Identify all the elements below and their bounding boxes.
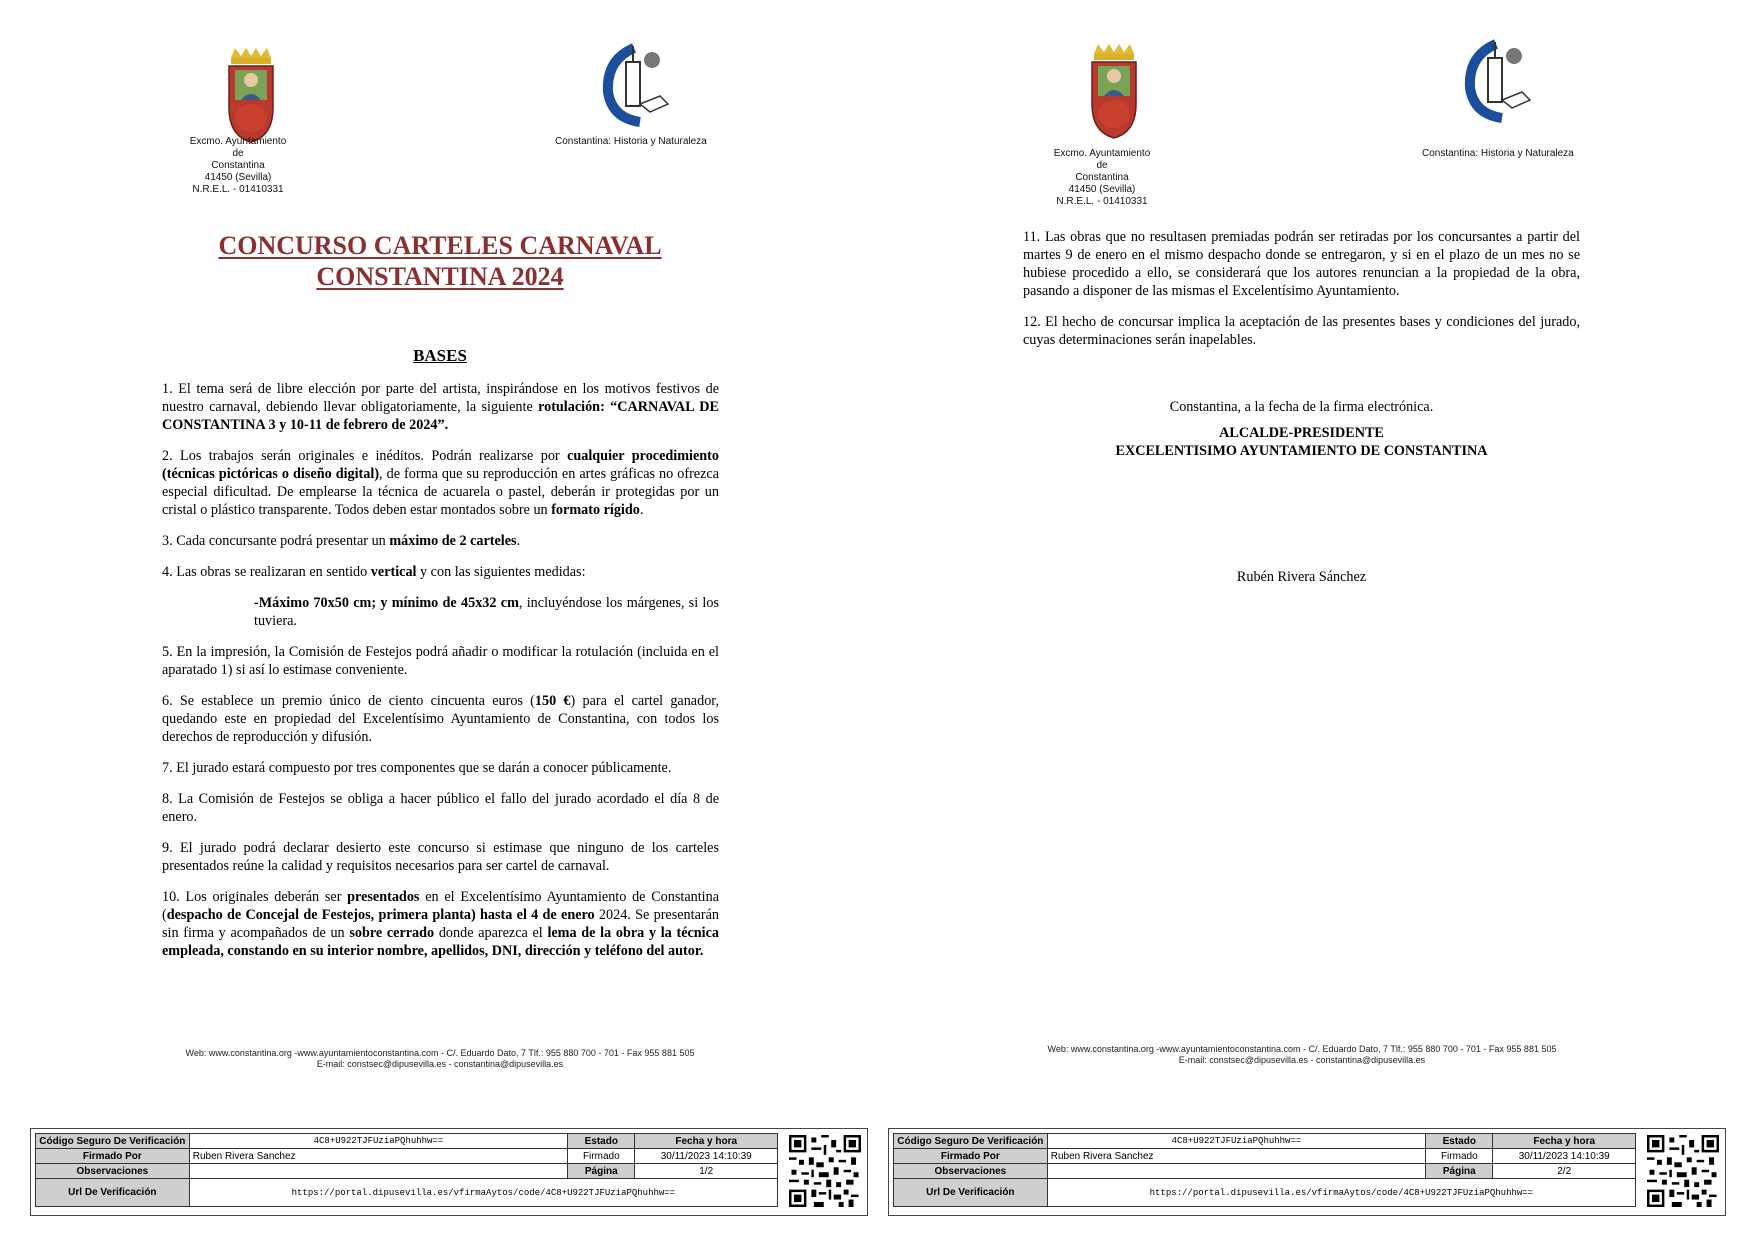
- institution-address: Excmo. Ayuntamiento de Constantina 41450 (Sevilla) N.R.E.L. - 01410331: [189, 136, 287, 195]
- signer-role-line-2: EXCELENTISIMO AYUNTAMIENTO DE CONSTANTINA: [1115, 443, 1488, 459]
- title-line-2: CONSTANTINA 2024: [316, 262, 564, 291]
- base-2: 2. Los trabajos serán originales e inéditos. Podrán realizarse por cualquier procedimiento (técnicas pictóricas o diseño digital), de forma que su reproducción en artes gráficas no ofrezca especial dificultad. De emplearse la técnica de acuarela o pastel, deberán ir protegidas por un cristal o plástico transparente. Todos deben estar montados sobre un formato rígido.: [162, 448, 719, 518]
- estado-label: Estado: [1426, 1134, 1493, 1149]
- qr-code-icon: [789, 1135, 861, 1207]
- qr-code-icon: [1647, 1135, 1719, 1207]
- institution-motto: Constantina: Historia y Naturaleza: [555, 136, 707, 147]
- signature-table: [35, 1133, 778, 1207]
- fecha-value: 30/11/2023 14:10:39: [635, 1149, 778, 1164]
- pagina-label: Página: [1426, 1164, 1493, 1179]
- firmado-por-value: Ruben Rivera Sanchez: [1047, 1149, 1425, 1164]
- pagina-value: 2/2: [1493, 1164, 1636, 1179]
- base-5: 5. En la impresión, la Comisión de Festejos podrá añadir o modificar la rotulación (incluida en el aparatado 1) si así lo estimase conveniente.: [162, 644, 719, 678]
- base-10: 10. Los originales deberán ser presentados en el Excelentísimo Ayuntamiento de Constantina (despacho de Concejal de Festejos, primera planta) hasta el 4 de enero 2024. Se presentarán sin firma y acompañados de un sobre cerrado donde aparezca el lema de la obra y la técnica empleada, constando en su interior nombre, apellidos, DNI, dirección y teléfono del autor.: [162, 889, 720, 959]
- town-crest-icon: [1084, 44, 1144, 140]
- closing-place-date: Constantina, a la fecha de la firma electrónica.: [1169, 399, 1434, 415]
- document-page-2: [877, 0, 1754, 1240]
- institution-motto: Constantina: Historia y Naturaleza: [1422, 148, 1574, 159]
- document-title: [160, 230, 720, 292]
- town-crest-icon: [221, 48, 281, 144]
- base-4-measures: -Máximo 70x50 cm; y mínimo de 45x32 cm, incluyéndose los márgenes, si los tuviera.: [254, 595, 719, 629]
- page-footer: [160, 1048, 720, 1070]
- institution-address: Excmo. Ayuntamiento de Constantina 41450 (Sevilla) N.R.E.L. - 01410331: [1053, 148, 1151, 207]
- signature-verification-box: [30, 1128, 868, 1216]
- historia-naturaleza-logo-icon: [1462, 38, 1534, 126]
- title-line-1: CONCURSO CARTELES CARNAVAL: [218, 231, 662, 260]
- base-9: 9. El jurado podrá declarar desierto este concurso si estimase que ninguno de los carteles presentados reúne la calidad y requisitos necesarios para ser cartel de carnaval.: [162, 840, 719, 874]
- firmado-por-label: Firmado Por: [36, 1149, 190, 1164]
- footer-email: E-mail: constsec@dipusevilla.es - constantina@dipusevilla.es: [316, 1059, 564, 1069]
- estado-value: Firmado: [1426, 1149, 1493, 1164]
- signature-table: [893, 1133, 1636, 1207]
- signer-name: Rubén Rivera Sánchez: [1236, 569, 1367, 585]
- csv-value: 4C8+U922TJFUziaPQhuhhw==: [189, 1134, 567, 1149]
- footer-contact: Web: www.constantina.org -www.ayuntamientoconstantina.com - C/. Eduardo Dato, 7 Tlf.: 955 880 700 - 701 - Fax 955 881 505: [185, 1048, 695, 1058]
- observaciones-value: [1047, 1164, 1425, 1179]
- observaciones-label: Observaciones: [894, 1164, 1048, 1179]
- pagina-value: 1/2: [635, 1164, 778, 1179]
- fecha-value: 30/11/2023 14:10:39: [1493, 1149, 1636, 1164]
- verification-url[interactable]: https://portal.dipusevilla.es/vfirmaAytos/code/4C8+U922TJFUziaPQhuhhw==: [1047, 1179, 1635, 1207]
- url-label: Url De Verificación: [894, 1179, 1048, 1207]
- base-3: 3. Cada concursante podrá presentar un máximo de 2 carteles.: [162, 533, 521, 549]
- signer-role: [1023, 424, 1580, 460]
- signature-verification-box: [888, 1128, 1726, 1216]
- footer-email: E-mail: constsec@dipusevilla.es - constantina@dipusevilla.es: [1178, 1055, 1426, 1065]
- section-heading: BASES: [413, 346, 467, 365]
- firmado-por-value: Ruben Rivera Sanchez: [189, 1149, 567, 1164]
- signer-role-line-1: ALCALDE-PRESIDENTE: [1219, 425, 1384, 441]
- base-4: 4. Las obras se realizaran en sentido vertical y con las siguientes medidas:: [162, 564, 586, 580]
- estado-value: Firmado: [568, 1149, 635, 1164]
- base-8: 8. La Comisión de Festejos se obliga a hacer público el fallo del jurado acordado el día 8 de enero.: [162, 791, 719, 825]
- verification-url[interactable]: https://portal.dipusevilla.es/vfirmaAytos/code/4C8+U922TJFUziaPQhuhhw==: [189, 1179, 777, 1207]
- firmado-por-label: Firmado Por: [894, 1149, 1048, 1164]
- csv-value: 4C8+U922TJFUziaPQhuhhw==: [1047, 1134, 1425, 1149]
- csv-label: Código Seguro De Verificación: [894, 1134, 1048, 1149]
- base-1: 1. El tema será de libre elección por parte del artista, inspirándose en los motivos festivos de nuestro carnaval, debiendo llevar obligatoriamente, la siguiente rotulación: “CARNAVAL DE CONSTANTINA 3 y 10-11 de febrero de 2024”.: [162, 381, 719, 433]
- observaciones-value: [189, 1164, 567, 1179]
- bases-list-continued: [1023, 228, 1580, 362]
- historia-naturaleza-logo-icon: [600, 42, 672, 130]
- base-12: 12. El hecho de concursar implica la aceptación de las presentes bases y condiciones del jurado, cuyas determinaciones serán inapelables.: [1023, 314, 1580, 348]
- url-label: Url De Verificación: [36, 1179, 190, 1207]
- fecha-label: Fecha y hora: [1493, 1134, 1636, 1149]
- base-7: 7. El jurado estará compuesto por tres componentes que se darán a conocer públicamente.: [162, 760, 672, 776]
- bases-list: [162, 380, 719, 973]
- base-11: 11. Las obras que no resultasen premiadas podrán ser retiradas por los concursantes a partir del martes 9 de enero en el mismo despacho donde se entregaron, y si en el plazo de un mes no se hubiese procedido a ello, se considerará que los autores renuncian a la propiedad de la obra, pasando a disponer de las mismas el Excelentísimo Ayuntamiento.: [1023, 229, 1580, 299]
- footer-contact: Web: www.constantina.org -www.ayuntamientoconstantina.com - C/. Eduardo Dato, 7 Tlf.: 955 880 700 - 701 - Fax 955 881 505: [1047, 1044, 1557, 1054]
- fecha-label: Fecha y hora: [635, 1134, 778, 1149]
- csv-label: Código Seguro De Verificación: [36, 1134, 190, 1149]
- pagina-label: Página: [568, 1164, 635, 1179]
- estado-label: Estado: [568, 1134, 635, 1149]
- observaciones-label: Observaciones: [36, 1164, 190, 1179]
- page-footer: [1022, 1044, 1582, 1066]
- base-6: 6. Se establece un premio único de ciento cincuenta euros (150 €) para el cartel ganador, quedando este en propiedad del Excelentísimo Ayuntamiento de Constantina, con todos los derechos de reproducción y difusión.: [162, 693, 719, 745]
